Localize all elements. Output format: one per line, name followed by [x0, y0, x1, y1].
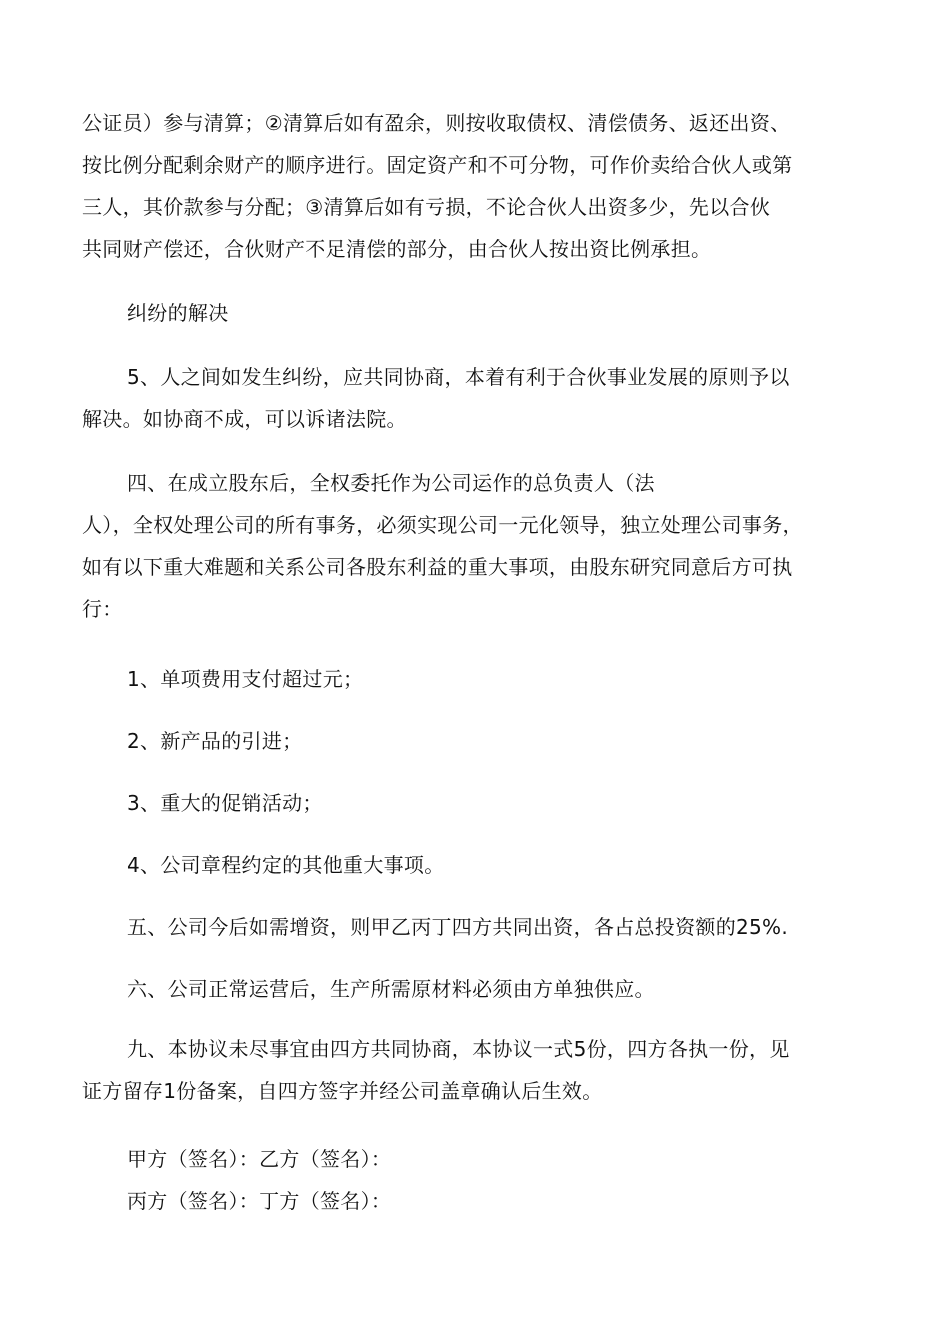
section-heading-dispute: 纠纷的解决	[127, 301, 229, 325]
paragraph-liquidation-line-2: 按比例分配剩余财产的顺序进行。固定资产和不可分物，可作价卖给合伙人或第	[82, 153, 793, 177]
signature-line-party-c-d: 丙方（签名）：丁方（签名）：	[127, 1189, 392, 1213]
list-item-1: 1、单项费用支付超过元；	[127, 667, 364, 691]
paragraph-six: 六、公司正常运营后，生产所需原材料必须由方单独供应。	[127, 977, 655, 1001]
paragraph-four-line-2: 人），全权处理公司的所有事务，必须实现公司一元化领导，独立处理公司事务，	[82, 513, 803, 537]
list-item-2: 2、新产品的引进；	[127, 729, 303, 753]
paragraph-four-line-1: 四、在成立股东后，全权委托作为公司运作的总负责人（法	[127, 471, 655, 495]
paragraph-five: 五、公司今后如需增资，则甲乙丙丁四方共同出资，各占总投资额的25%.	[127, 915, 789, 939]
paragraph-liquidation-line-3: 三人，其价款参与分配；③清算后如有亏损，不论合伙人出资多少，先以合伙	[82, 195, 771, 219]
paragraph-dispute-line-1: 5、人之间如发生纠纷，应共同协商，本着有利于合伙事业发展的原则予以	[127, 365, 790, 389]
paragraph-liquidation-line-1: 公证员）参与清算；②清算后如有盈余，则按收取债权、清偿债务、返还出资、	[82, 111, 791, 135]
paragraph-nine-line-2: 证方留存1份备案，自四方签字并经公司盖章确认后生效。	[82, 1079, 603, 1103]
paragraph-four-line-4: 行：	[82, 597, 123, 621]
list-item-4: 4、公司章程约定的其他重大事项。	[127, 853, 445, 877]
paragraph-four-line-3: 如有以下重大难题和关系公司各股东利益的重大事项，由股东研究同意后方可执	[82, 555, 793, 579]
list-item-3: 3、重大的促销活动；	[127, 791, 323, 815]
paragraph-nine-line-1: 九、本协议未尽事宜由四方共同协商，本协议一式5份，四方各执一份，见	[127, 1037, 790, 1061]
paragraph-dispute-line-2: 解决。如协商不成，可以诉诸法院。	[82, 407, 407, 431]
signature-line-party-a-b: 甲方（签名）：乙方（签名）：	[127, 1147, 392, 1171]
paragraph-liquidation-line-4: 共同财产偿还，合伙财产不足清偿的部分，由合伙人按出资比例承担。	[82, 237, 712, 261]
